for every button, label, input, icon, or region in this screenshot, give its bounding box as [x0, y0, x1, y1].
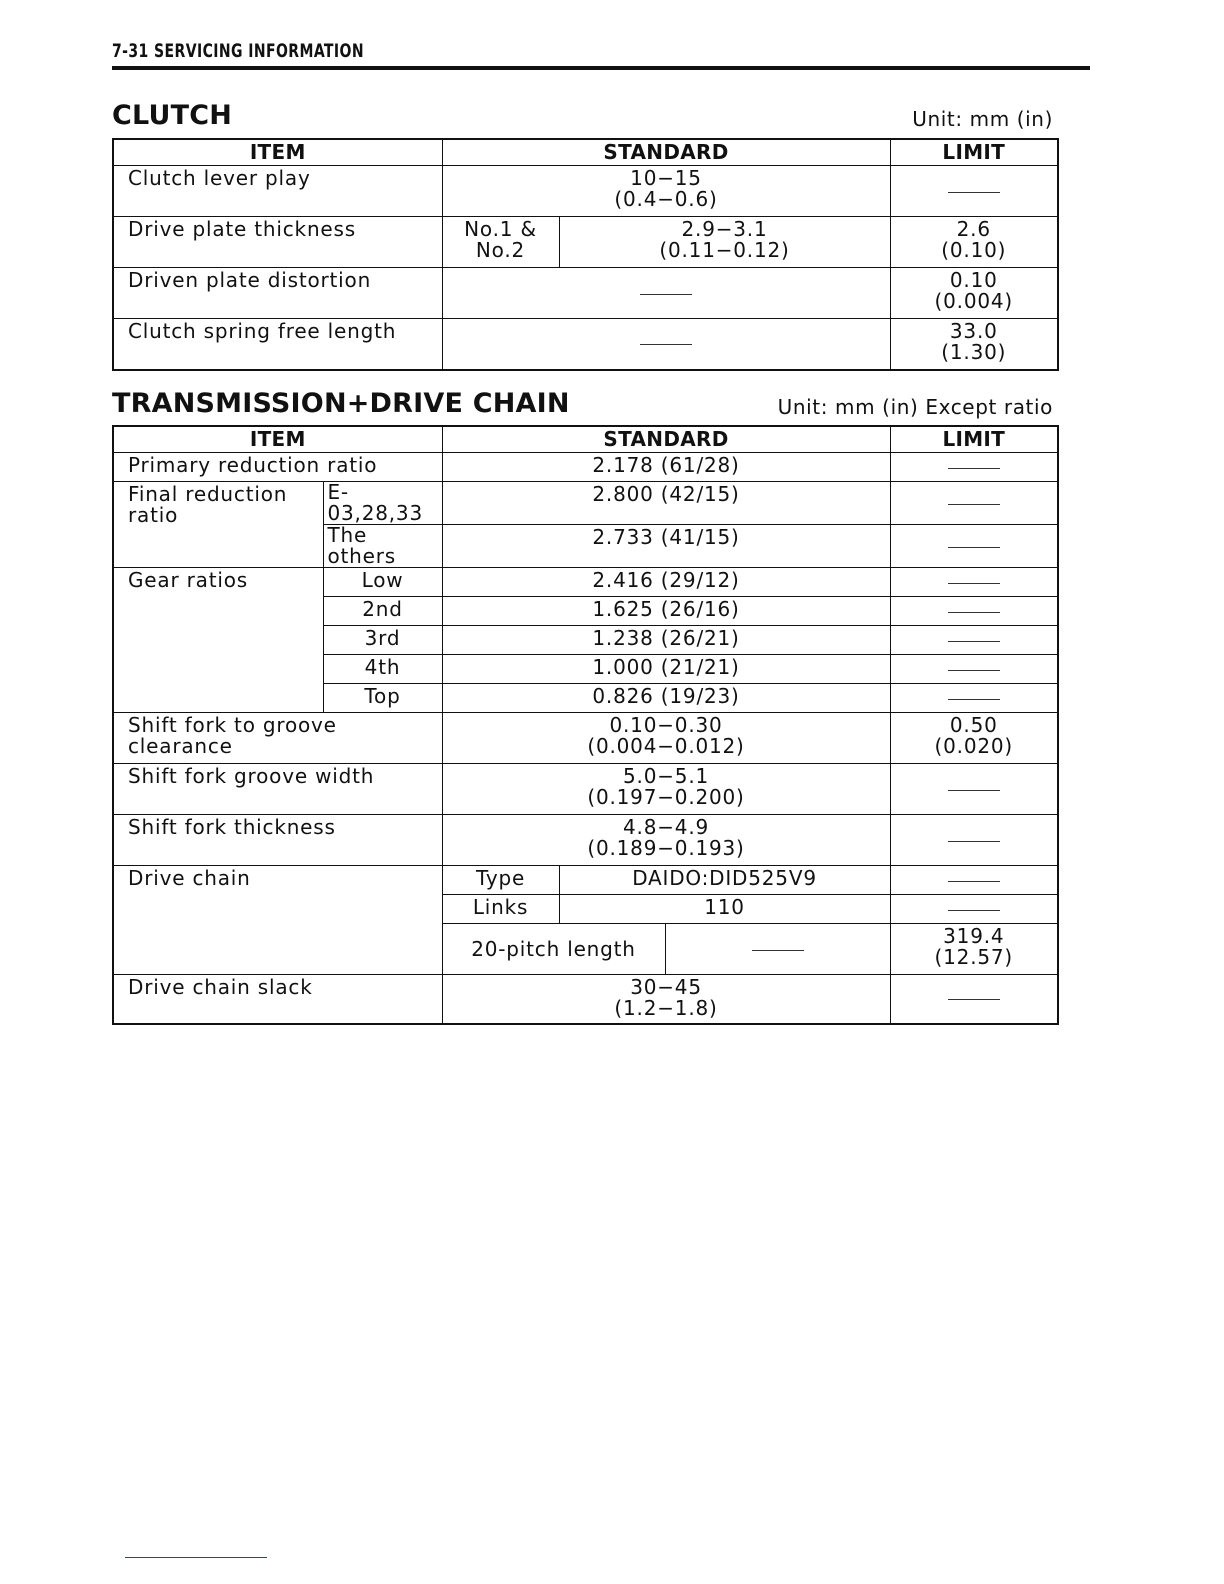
- standard-cell: [442, 319, 890, 370]
- table-row: [113, 166, 1058, 217]
- standard-cell: 0.826 (19/23): [442, 684, 890, 713]
- sub-cell: E-03,28,33: [323, 482, 442, 525]
- dash-mark: [948, 670, 1000, 671]
- std-line: 10−15: [630, 166, 702, 190]
- page-header-title: 7-31 SERVICING INFORMATION: [112, 40, 364, 62]
- standard-cell: [442, 166, 890, 217]
- item-cell: Driven plate distortion: [113, 268, 442, 319]
- limit-line: (0.004): [934, 289, 1013, 313]
- clutch-title: CLUTCH: [112, 100, 233, 131]
- limit-line: 2.6: [956, 217, 991, 241]
- clutch-col-limit: LIMIT: [890, 139, 1058, 166]
- sub-cell: [442, 217, 559, 268]
- standard-cell: [442, 815, 890, 866]
- dash-mark: [948, 504, 1000, 505]
- item-cell: Drive chain slack: [113, 975, 442, 1024]
- dash-mark: [948, 547, 1000, 548]
- limit-line: 33.0: [949, 319, 998, 343]
- std-line: (1.2−1.8): [614, 996, 718, 1020]
- std-line: 2.9−3.1: [681, 217, 768, 241]
- standard-cell: DAIDO:DID525V9: [559, 866, 890, 895]
- dash-mark: [948, 841, 1000, 842]
- trans-col-limit: LIMIT: [890, 426, 1058, 453]
- limit-line: 0.50: [949, 713, 998, 737]
- item-cell: Drive chain: [113, 866, 442, 975]
- limit-cell: [890, 568, 1058, 597]
- limit-cell: [890, 597, 1058, 626]
- limit-line: 0.10: [949, 268, 998, 292]
- clutch-col-item: ITEM: [113, 139, 442, 166]
- item-cell: Shift fork thickness: [113, 815, 442, 866]
- header-rule: [112, 66, 1090, 70]
- limit-cell: [890, 268, 1058, 319]
- limit-cell: [890, 815, 1058, 866]
- limit-cell: [890, 975, 1058, 1024]
- dash-mark: [640, 294, 692, 295]
- standard-cell: 2.800 (42/15): [442, 482, 890, 525]
- dash-mark: [948, 583, 1000, 584]
- standard-cell: [559, 217, 890, 268]
- table-row: [113, 268, 1058, 319]
- std-line: (0.197−0.200): [587, 785, 745, 809]
- sub-line: No.2: [475, 238, 526, 262]
- table-row: [113, 764, 1058, 815]
- standard-cell: [442, 713, 890, 764]
- standard-cell: [442, 268, 890, 319]
- limit-cell: [890, 319, 1058, 370]
- std-line: 30−45: [630, 975, 702, 999]
- std-line: 4.8−4.9: [623, 815, 710, 839]
- std-line: (0.11−0.12): [659, 238, 790, 262]
- table-row: [113, 866, 1058, 895]
- limit-cell: [890, 655, 1058, 684]
- footer-line: [125, 1557, 267, 1558]
- limit-cell: [890, 713, 1058, 764]
- table-row: [113, 975, 1058, 1024]
- page-header: [112, 40, 1090, 62]
- standard-cell: [665, 924, 890, 975]
- trans-col-item: ITEM: [113, 426, 442, 453]
- dash-mark: [948, 910, 1000, 911]
- limit-cell: [890, 525, 1058, 568]
- table-row: [113, 815, 1058, 866]
- table-row: [113, 482, 1058, 525]
- dash-mark: [948, 641, 1000, 642]
- table-row: [113, 319, 1058, 370]
- standard-cell: 2.416 (29/12): [442, 568, 890, 597]
- limit-cell: [890, 217, 1058, 268]
- dash-mark: [948, 192, 1000, 193]
- limit-cell: [890, 895, 1058, 924]
- dash-mark: [948, 612, 1000, 613]
- limit-line: (1.30): [941, 340, 1007, 364]
- dash-mark: [948, 881, 1000, 882]
- gear-cell: 3rd: [323, 626, 442, 655]
- dash-mark: [752, 950, 804, 951]
- dash-mark: [640, 344, 692, 345]
- sub-cell: 20-pitch length: [442, 924, 665, 975]
- table-row: [113, 217, 1058, 268]
- std-line: (0.4−0.6): [614, 187, 718, 211]
- std-line: (0.189−0.193): [587, 836, 745, 860]
- limit-cell: [890, 482, 1058, 525]
- table-row: [113, 568, 1058, 597]
- item-cell: Clutch lever play: [113, 166, 442, 217]
- gear-cell: Low: [323, 568, 442, 597]
- standard-cell: 1.000 (21/21): [442, 655, 890, 684]
- sub-cell: The others: [323, 525, 442, 568]
- trans-table: [112, 425, 1059, 1025]
- trans-col-standard: STANDARD: [442, 426, 890, 453]
- limit-line: 319.4: [943, 924, 1005, 948]
- standard-cell: [442, 764, 890, 815]
- standard-cell: 1.238 (26/21): [442, 626, 890, 655]
- sub-cell: Type: [442, 866, 559, 895]
- sub-cell: Links: [442, 895, 559, 924]
- item-cell: Shift fork to groove clearance: [113, 713, 442, 764]
- gear-cell: 2nd: [323, 597, 442, 626]
- item-cell: [113, 482, 323, 568]
- std-line: 0.10−0.30: [609, 713, 723, 737]
- dash-mark: [948, 999, 1000, 1000]
- table-row: [113, 713, 1058, 764]
- clutch-col-standard: STANDARD: [442, 139, 890, 166]
- clutch-table: [112, 138, 1059, 371]
- dash-mark: [948, 790, 1000, 791]
- item-line: Final reduction: [128, 482, 288, 506]
- std-line: (0.004−0.012): [587, 734, 745, 758]
- gear-cell: Top: [323, 684, 442, 713]
- clutch-unit: Unit: mm (in): [912, 107, 1053, 131]
- limit-line: (12.57): [934, 945, 1014, 969]
- limit-cell: [890, 684, 1058, 713]
- limit-cell: [890, 626, 1058, 655]
- standard-cell: 1.625 (26/16): [442, 597, 890, 626]
- trans-unit: Unit: mm (in) Except ratio: [777, 395, 1053, 419]
- standard-cell: 2.733 (41/15): [442, 525, 890, 568]
- limit-cell: [890, 166, 1058, 217]
- trans-title: TRANSMISSION+DRIVE CHAIN: [112, 388, 570, 419]
- item-cell: Drive plate thickness: [113, 217, 442, 268]
- table-row: [113, 453, 1058, 482]
- standard-cell: 2.178 (61/28): [442, 453, 890, 482]
- standard-cell: 110: [559, 895, 890, 924]
- dash-mark: [948, 699, 1000, 700]
- limit-line: (0.020): [934, 734, 1014, 758]
- dash-mark: [948, 468, 1000, 469]
- item-cell: Clutch spring free length: [113, 319, 442, 370]
- item-cell: Gear ratios: [113, 568, 323, 713]
- limit-cell: [890, 453, 1058, 482]
- limit-cell: [890, 764, 1058, 815]
- standard-cell: [442, 975, 890, 1024]
- sub-line: No.1 &: [464, 217, 537, 241]
- item-cell: Shift fork groove width: [113, 764, 442, 815]
- item-cell: Primary reduction ratio: [113, 453, 442, 482]
- std-line: 5.0−5.1: [623, 764, 710, 788]
- gear-cell: 4th: [323, 655, 442, 684]
- item-line: ratio: [128, 503, 179, 527]
- limit-cell: [890, 924, 1058, 975]
- limit-cell: [890, 866, 1058, 895]
- limit-line: (0.10): [941, 238, 1007, 262]
